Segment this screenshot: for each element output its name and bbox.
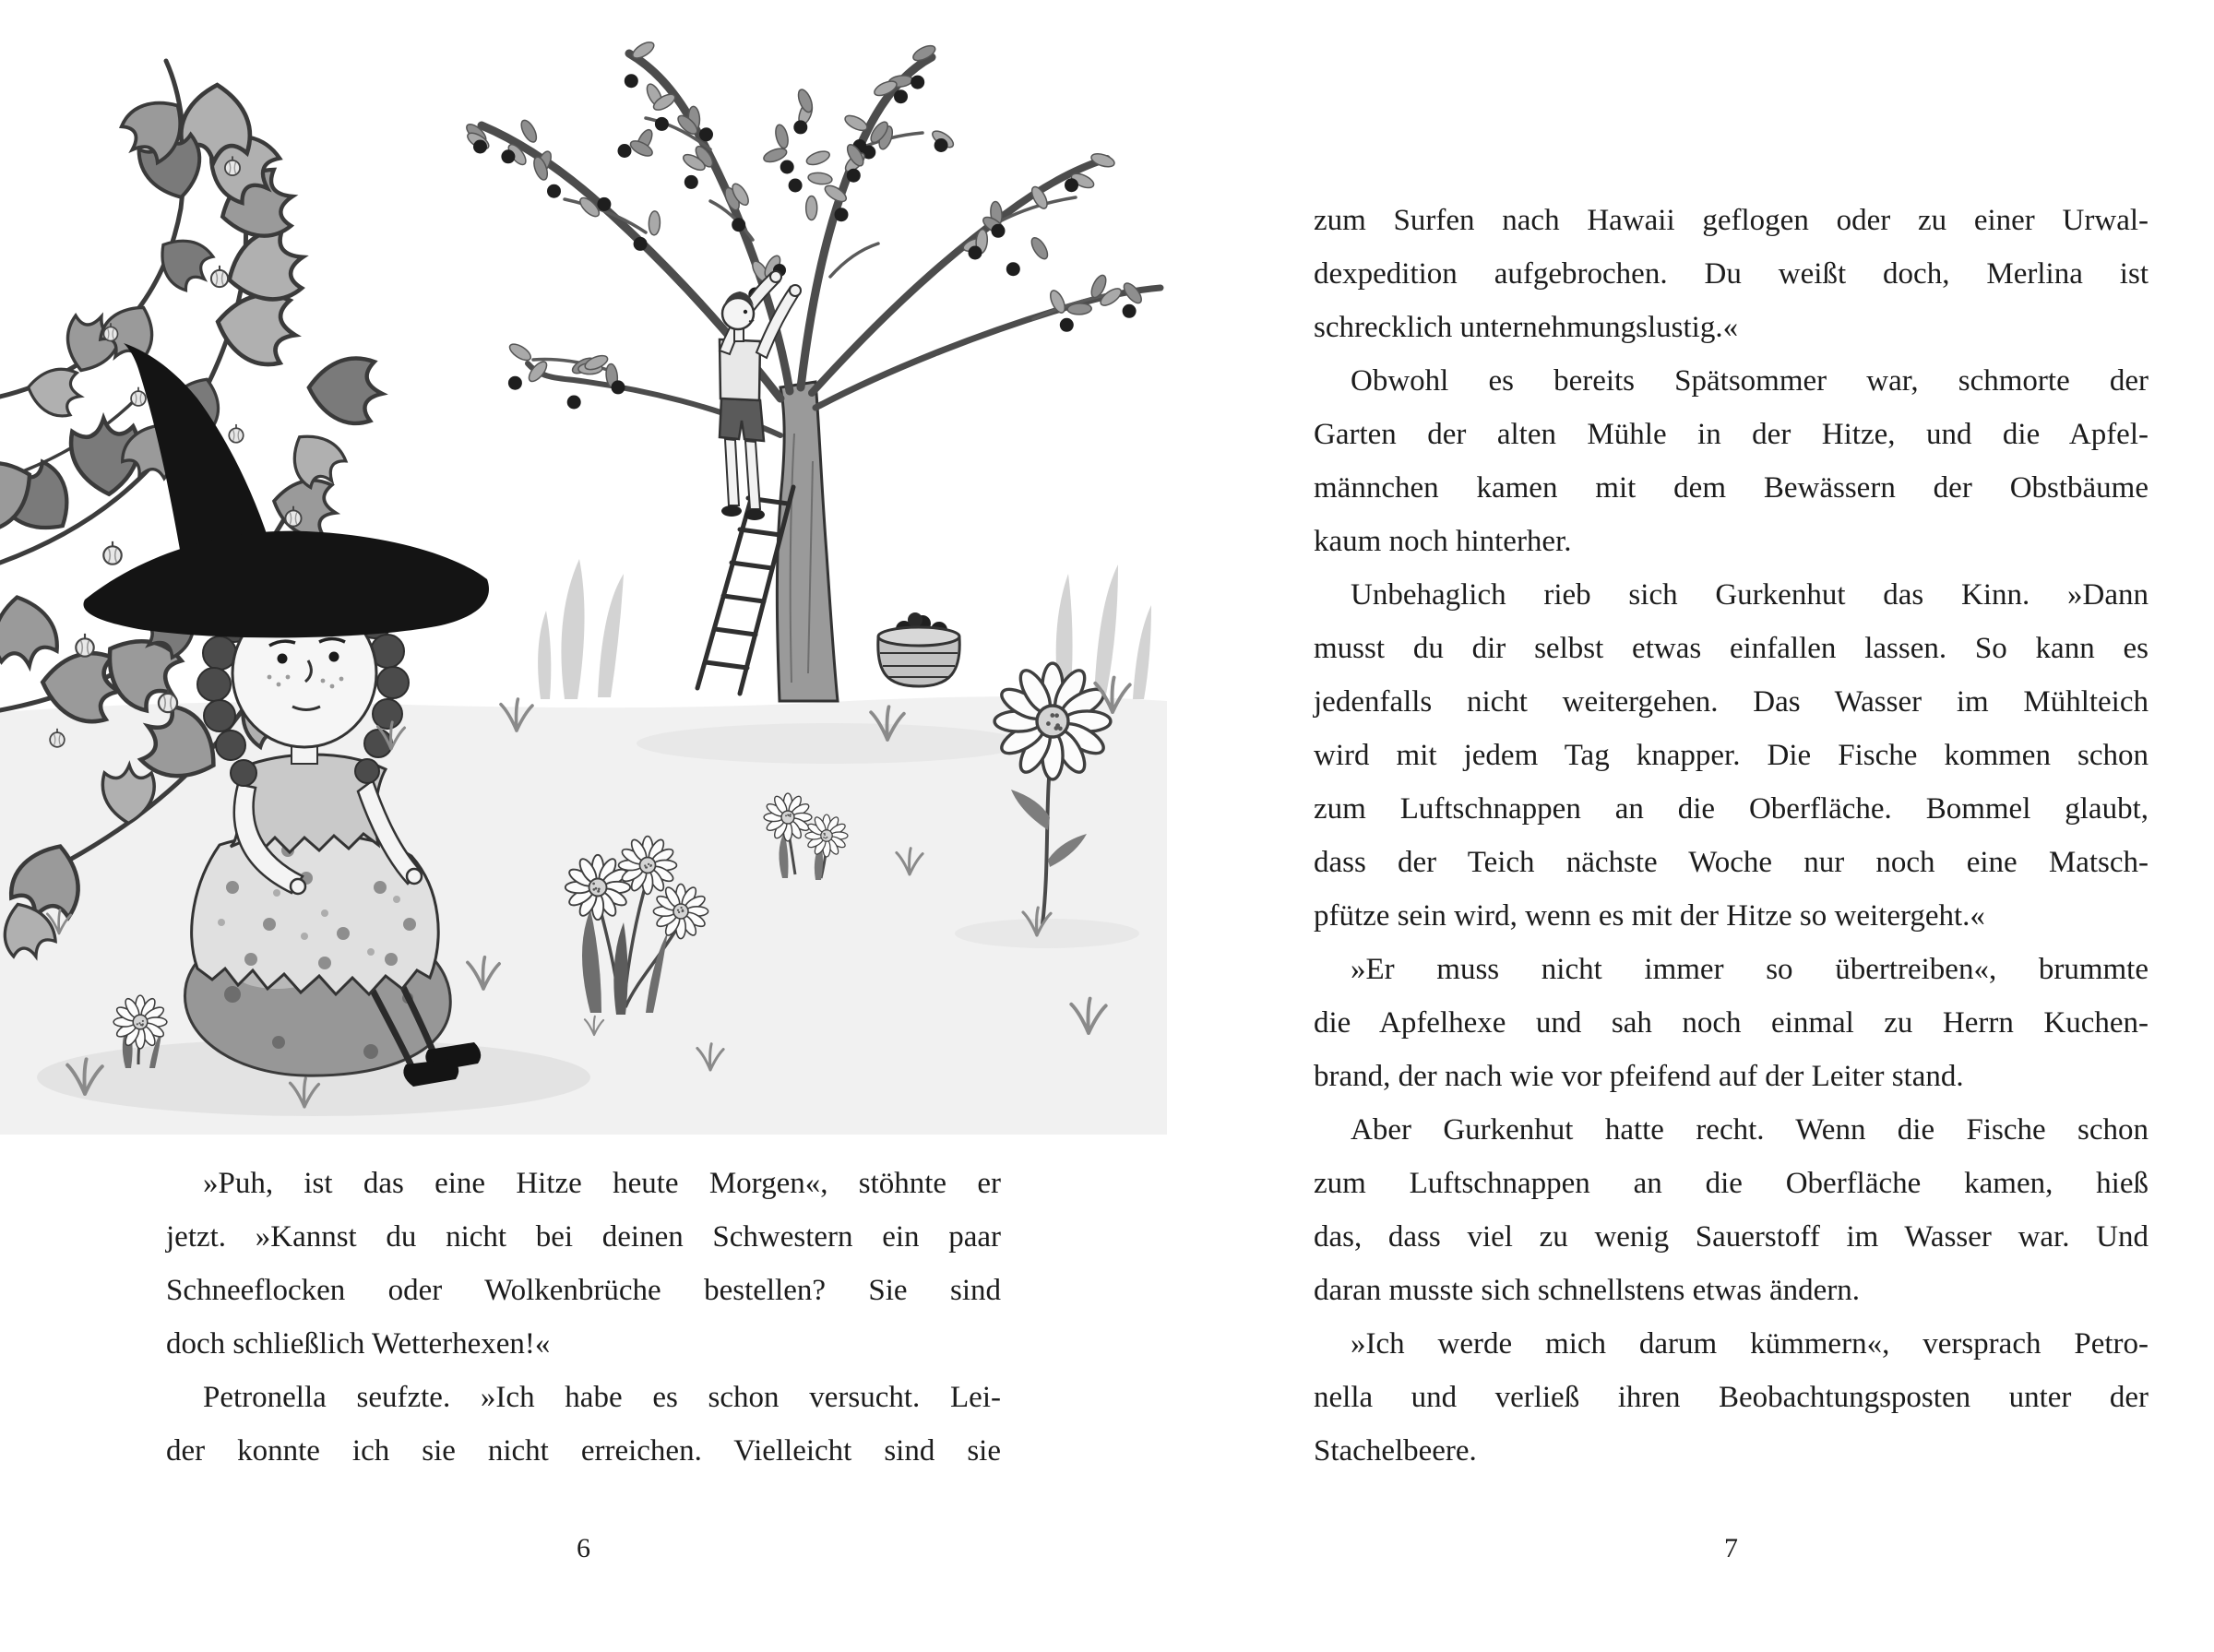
text-line: die Apfelhexe und sah noch einmal zu Herrn Kuchen- xyxy=(1314,1006,2149,1040)
text-line: männchen kamen mit dem Bewässern der Obstbäume xyxy=(1314,471,2149,505)
paragraph xyxy=(1314,568,2149,943)
text-line: zum Surfen nach Hawaii geflogen oder zu einer Urwal- xyxy=(1314,204,2149,237)
text-line: das, dass viel zu wenig Sauerstoff im Wasser war. Und xyxy=(1314,1220,2149,1254)
text-line: Obwohl es bereits Spätsommer war, schmorte der xyxy=(1351,364,2149,398)
text-line: zum Luftschnappen an die Oberfläche. Bommel glaubt, xyxy=(1314,792,2149,826)
right-page-text xyxy=(1314,194,2149,1478)
text-line: schrecklich unternehmungslustig.« xyxy=(1314,311,1739,344)
paragraph xyxy=(166,1371,1001,1478)
text-line: doch schließlich Wetterhexen!« xyxy=(166,1327,551,1361)
text-line: Petronella seufzte. »Ich habe es schon versucht. Lei- xyxy=(203,1381,1001,1414)
text-line: Aber Gurkenhut hatte recht. Wenn die Fische schon xyxy=(1351,1113,2149,1147)
paragraph xyxy=(166,1157,1001,1371)
text-line: Unbehaglich rieb sich Gurkenhut das Kinn. »Dann xyxy=(1351,578,2149,612)
text-line: nella und verließ ihren Beobachtungsposten unter der xyxy=(1314,1381,2149,1414)
shoe-icon xyxy=(744,509,765,520)
text-line: jedenfalls nicht weitergehen. Das Wasser im Mühlteich xyxy=(1314,685,2149,719)
paragraph xyxy=(1314,194,2149,354)
page-right xyxy=(1107,0,2214,1652)
text-line: der konnte ich sie nicht erreichen. Vielleicht sind sie xyxy=(166,1434,1001,1468)
text-line: dass der Teich nächste Woche nur noch eine Matsch- xyxy=(1314,846,2149,879)
left-page-number: 6 xyxy=(577,1533,590,1563)
text-line: daran musste sich schnellstens etwas ändern. xyxy=(1314,1274,1861,1307)
text-line: jetzt. »Kannst du nicht bei deinen Schwestern ein paar xyxy=(166,1220,1001,1254)
text-line: wird mit jedem Tag knapper. Die Fische kommen schon xyxy=(1314,739,2149,772)
text-line: »Er muss nicht immer so übertreiben«, brummte xyxy=(1351,953,2149,986)
paragraph xyxy=(1314,354,2149,568)
text-line: »Puh, ist das eine Hitze heute Morgen«, stöhnte er xyxy=(203,1167,1001,1200)
text-line: brand, der nach wie vor pfeifend auf der Leiter stand. xyxy=(1314,1060,1964,1093)
paragraph xyxy=(1314,1103,2149,1317)
text-line: musst du dir selbst etwas einfallen lassen. So kann es xyxy=(1314,632,2149,665)
garden-illustration xyxy=(0,0,1167,1135)
text-line: kaum noch hinterher. xyxy=(1314,525,1572,558)
text-line: zum Luftschnappen an die Oberfläche kamen, hieß xyxy=(1314,1167,2149,1200)
text-line: Garten der alten Mühle in der Hitze, und die Apfel- xyxy=(1314,418,2149,451)
text-line: pfütze sein wird, wenn es mit der Hitze so weitergeht.« xyxy=(1314,899,1985,933)
left-page-text xyxy=(166,1157,1001,1478)
text-line: Schneeflocken oder Wolkenbrüche bestellen? Sie sind xyxy=(166,1274,1001,1307)
shoe-icon xyxy=(721,505,742,517)
text-line: »Ich werde mich darum kümmern«, versprach Petro- xyxy=(1351,1327,2149,1361)
text-line: Stachelbeere. xyxy=(1314,1434,1477,1468)
fruit-basket xyxy=(878,612,959,686)
paragraph xyxy=(1314,943,2149,1103)
right-page-number: 7 xyxy=(1724,1533,1738,1563)
paragraph xyxy=(1314,1317,2149,1478)
text-line: dexpedition aufgebrochen. Du weißt doch, Merlina ist xyxy=(1314,257,2149,291)
